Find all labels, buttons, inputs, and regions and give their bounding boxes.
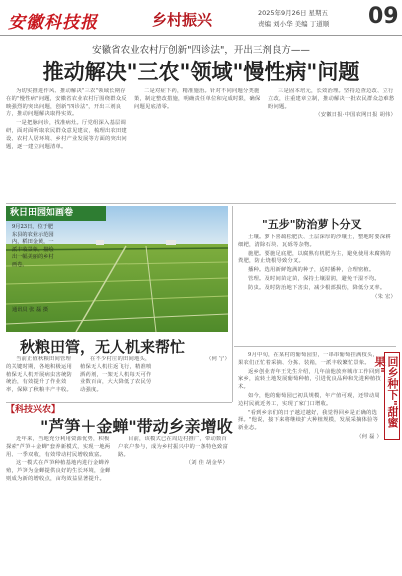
lead-kicker: 安徽省农业农村厅创新"四诊法"，开出三剂良方——	[92, 45, 310, 56]
side-paragraph: 9月中旬，在某村的葡萄园里，一串串葡萄挂满枝头，果农们正忙着采摘、分拣、装箱，一派丰收繁忙景象。	[238, 352, 378, 366]
radish-paragraph: 管理。及时间苗定苗，保持土壤湿润，避免干湿不均。	[248, 275, 380, 282]
divider	[234, 346, 396, 347]
radish-paragraph: 防虫。及时防治地下害虫，减少根部损伤，降低分叉率。	[248, 284, 386, 291]
side-paragraph: "看到乡亲们的日子越过越好，我觉得回乡是正确的选择。"他说，接下来将继续扩大种植规模，发展采摘体验等新业态。	[238, 409, 379, 432]
side-headline-box	[373, 352, 400, 440]
side-paragraph: 返乡创业青年王先生介绍，几年前他放弃城市工作回到家乡，流转土地发展葡萄种植，引进优良品种和先进种植技术。	[238, 368, 381, 391]
lead-byline: （安徽日报·中国农网日报 胡伟）	[315, 112, 396, 119]
machines-body-col-1	[6, 356, 76, 400]
side-byline: （何 磊 ）	[356, 433, 382, 440]
lasuan-paragraph: 这一模式在芦笋种植基地内进行金蝉养殖，芦笋为金蝉提供良好的生长环境，金蝉则成为新的增收点，亩均效益显著提升。	[6, 460, 111, 482]
machines-paragraph: 当前正值秋粮田间管理的关键时期，各地积极运用植保无人机开展病虫害统防统治，有效提升了作业效率，保障了秋粮丰产丰收。	[6, 356, 72, 394]
issue-editor: 责编 刘小华 美编 丁道顺	[258, 20, 330, 28]
machines-byline: （何 宁）	[206, 356, 230, 362]
lead-body-col-2	[134, 88, 262, 200]
photo-credit: 通讯员 张 磊 摄	[12, 307, 49, 313]
lead-body-col-3	[268, 88, 396, 200]
masthead	[0, 0, 402, 36]
side-paragraph: 如今，他的葡萄园已初具规模，年产值可观，还带动周边村民就近务工，实现了家门口增收。	[238, 392, 380, 407]
lasuan-paragraph: 近年来，当地充分利用资源优势，积极探索"芦笋＋金蝉"套养新模式，实现一地两用、一季双收，有效带动村民增收致富。	[6, 436, 111, 458]
lasuan-paragraph: 目前，该模式已在周边村推广，带动数百户农户参与，成为乡村振兴中的一条特色致富路。	[118, 436, 228, 458]
radish-paragraph: 土壤。萝卜喜疏松肥沃、土层深厚的沙壤土，整地时要深耕细耙，清除石块、瓦砾等杂物。	[238, 234, 391, 248]
paper-name: 安徽科技报	[8, 13, 98, 33]
radish-paragraph: 施肥。要施足底肥，以腐熟有机肥为主，避免使用未腐熟的粪肥，防止烧根导致分叉。	[238, 250, 391, 265]
lasuan-headline: "芦笋＋金蝉"带动乡亲增收	[40, 417, 233, 436]
lead-paragraph: 为切实推进作风、推动解决"三农"领域长期存在的"慢性病"问题，安徽省农业农村厅围绕群众反映强烈的突出问题，创新"四诊法"，开出三剂良方，推动问题解决取得实效。	[6, 88, 127, 118]
section-name: 乡村振兴	[152, 11, 213, 29]
lasuan-body-col-1	[6, 436, 112, 572]
side-body	[238, 352, 382, 572]
photo-label: 秋日田园如画卷	[6, 206, 106, 221]
issue-date: 2025年9月26日 星期五	[258, 9, 329, 17]
radish-headline: "五步"防治萝卜分叉	[262, 218, 362, 231]
lead-paragraph: 三是固本培元，长效治理。坚持边查边改、立行立改，注重建章立制，推动解决一批农民群众急难愁盼问题。	[268, 88, 395, 110]
machines-headline: 秋粮田管，无人机来帮忙	[20, 338, 186, 356]
divider	[6, 203, 396, 204]
divider	[232, 206, 233, 402]
lead-body-col-1	[6, 88, 128, 200]
side-headline: 回乡种下"甜蜜果"	[373, 356, 399, 428]
machines-paragraph: 在不少村庄的田间地头，植保无人机往返飞行，精准喷洒药剂，一架无人机每天可作业数百亩，大大降低了农民劳动强度。	[80, 356, 152, 394]
lead-paragraph: 一是把脉问诊，找准病灶。厅党组深入基层调研，面对面听取农民群众意见建议，梳理出农田建设、农村人居环境、乡村产业发展等方面的突出问题，逐一建立问题清单。	[6, 120, 127, 150]
lead-headline: 推动解决"三农"领域"慢性病"问题	[42, 60, 360, 84]
lasuan-body-col-2	[118, 436, 228, 572]
column-tag: 【科技兴农】	[6, 405, 61, 415]
radish-byline: （朱 宏）	[372, 293, 396, 300]
lasuan-byline: （刘 佳 胡金华）	[185, 460, 228, 467]
radish-paragraph: 播种。选用新鲜饱满的种子，适时播种，合理密植。	[248, 267, 375, 274]
page-number: 09	[368, 4, 399, 29]
machines-body-col-2	[80, 356, 152, 400]
machines-body-col-3	[156, 356, 230, 400]
photo-caption: 9月23日，位于肥东县的农业示范园内，稻田金黄，一派丰收景象，描绘出一幅美丽的乡村画卷。	[12, 224, 54, 268]
lead-paragraph: 二是对症下药，精准施治。针对不同问题分类施策，制定整改措施，明确责任单位和完成时限，确保问题见底清零。	[134, 88, 261, 110]
radish-body	[238, 234, 396, 344]
farmland-photo	[6, 206, 228, 332]
